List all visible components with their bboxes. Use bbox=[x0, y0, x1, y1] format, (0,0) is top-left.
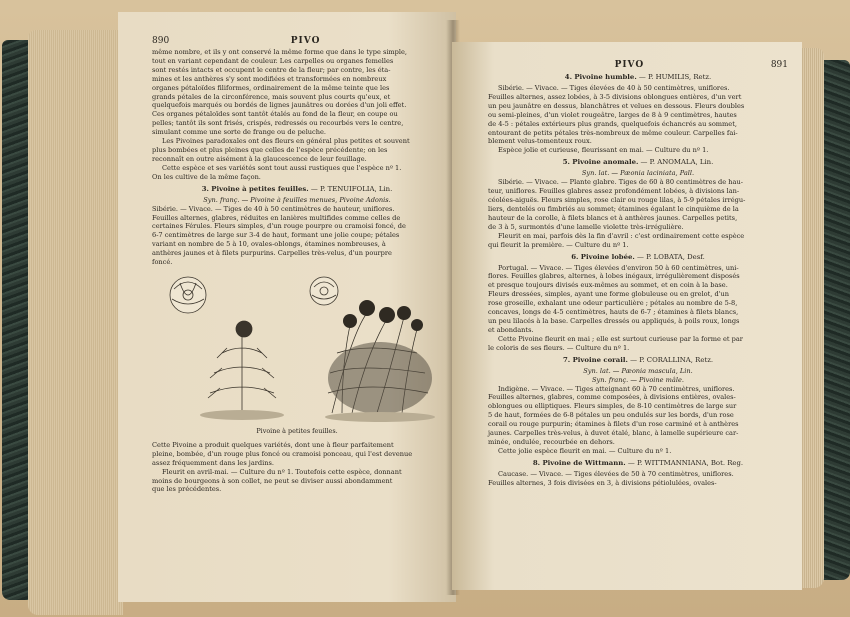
text-line: même nombre, et ils y ont conservé la même forme que dans le type simple, bbox=[152, 48, 408, 56]
text-line: Cette espèce et ses variétés sont tout aussi rustiques que l'espèce nº 1. bbox=[162, 163, 402, 172]
entry-title: 5. Pivoine anomale. — P. ANOMALA, Lin. bbox=[562, 158, 714, 167]
text-line: Fleurit en mai, parfois dès la fin d'avril : c'est ordinairement cette espèce bbox=[498, 231, 745, 240]
text-line: jaunes. Carpelles très-velus, à duvet étalé, blanc, à lamelle supérieure car- bbox=[488, 429, 739, 438]
text-line: Sibérie. — Vivace. — Tiges élevées de 40 à 50 centimètres, uniflores. bbox=[498, 84, 730, 92]
text-line: un peu jaunâtre en dessus, blanchâtres et velues en dessous. Fleurs doubles bbox=[488, 101, 745, 110]
peony-engraving bbox=[152, 273, 442, 425]
entry-description bbox=[152, 205, 442, 267]
entry-synonym: Syn. franç. — Pivoine mâle. bbox=[592, 375, 684, 384]
right-page bbox=[452, 42, 802, 590]
text-line: blement velus-tomenteux roux. bbox=[488, 137, 592, 146]
text-line: sont restés intacts et occupent le centre de la fleur; par contre, les éta- bbox=[152, 65, 391, 74]
left-page-header bbox=[152, 36, 442, 46]
entry-title: 4. Pivoine humble. — P. HUMILIS, Retz. bbox=[564, 73, 712, 81]
text-line: variant en nombre de 5 à 10, ovales-oblongs, étamines nombreuses, à bbox=[152, 240, 386, 249]
text-line: reconnaît en outre aisément à la glaucescence de leur feuillage. bbox=[152, 154, 367, 163]
text-line: mines et les anthères s'y sont modifiées et transformées en nombreux bbox=[152, 74, 387, 83]
text-line: Espèce jolie et curieuse, fleurissant en mai. — Culture du nº 1. bbox=[498, 146, 709, 155]
text-line: liers, dentelés ou fimbriés au sommet; étamines égalant le cinquième de la bbox=[488, 204, 739, 213]
text-line: corail ou rouge purpurin; étamines à filets d'un rose carminé et à anthères bbox=[488, 420, 739, 429]
text-line: Sibérie. — Vivace. — Tiges de 40 à 50 centimètres de hauteur, uniflores. bbox=[152, 204, 395, 213]
text-line: anthères jaunes et à filets purpurins. Carpelles très-velus, d'un pourpre bbox=[152, 249, 392, 258]
entry-title: 8. Pivoine de Wittmann. — P. WITTMANNIANA, Bot. Reg. bbox=[532, 458, 744, 467]
text-line: concaves, longs de 4-5 centimètres, hauts de 6-7 ; étamines à filets blancs, bbox=[488, 308, 739, 317]
text-line: un peu lilacés à la base. Carpelles dressés ou appliqués, à poils roux, longs bbox=[488, 316, 740, 325]
figure-caption: Pivoine à petites feuilles. bbox=[256, 426, 338, 435]
left-running-head: PIVO bbox=[290, 36, 321, 46]
left-after-text bbox=[152, 441, 442, 494]
text-line: foncé. bbox=[152, 258, 173, 267]
text-line: Feuilles alternes, 3 fois divisées en 3, à divisions pétiolulées, ovales- bbox=[488, 478, 717, 487]
text-line: Feuilles alternes, assez lobées, à 3-5 divisions oblongues entières, d'un vert bbox=[488, 92, 742, 101]
text-line: grands pétales de la circonférence, mais souvent plus courts qu'eux, et bbox=[152, 92, 391, 101]
text-line: Fleurit en avril-mai. — Culture du nº 1. Toutefois cette espèce, donnant bbox=[162, 467, 402, 476]
entry-title: 6. Pivoine lobée. — P. LOBATA, Desf. bbox=[571, 252, 705, 261]
text-line: Indigène. — Vivace. — Tiges atteignant 60 à 70 centimètres, uniflores. bbox=[498, 384, 735, 393]
text-line: de 4-5 : pétales extérieurs plus grands, quelquefois échancrés au sommet, bbox=[488, 119, 737, 128]
text-line: et abondants. bbox=[488, 325, 534, 334]
text-line: Ces organes pétaloïdes sont tantôt étalés au fond de la fleur, en coupe ou bbox=[152, 110, 398, 119]
entry-synonym: Syn. franç. — Pivoine à feuilles menues, Pivoine Adonis. bbox=[203, 195, 391, 204]
entry-title: 3. Pivoine à petites feuilles. — P. TENUIFOLIA, Lin. bbox=[201, 184, 393, 193]
right-entries bbox=[488, 72, 788, 488]
text-line: entourant de petits pétales très-nombreux de même couleur. Carpelles fai- bbox=[488, 128, 738, 137]
text-line: flores. Feuilles glabres, alternes, à lobes inégaux, irrégulièrement disposés bbox=[488, 272, 740, 281]
right-page-header bbox=[488, 60, 788, 70]
text-line: que les précédentes. bbox=[152, 485, 222, 494]
left-page-number: 890 bbox=[152, 36, 170, 46]
left-intro-text bbox=[152, 48, 442, 182]
left-page bbox=[118, 12, 456, 602]
right-page-number: 891 bbox=[770, 60, 788, 70]
text-line: Les Pivoines paradoxales ont des fleurs en général plus petites et souvent bbox=[162, 137, 410, 146]
text-line: simulant comme une sorte de frange ou de peluche. bbox=[152, 128, 326, 137]
text-line: pelles; tantôt ils sont frisés, crispés, redressés ou recourbés vers le centre, bbox=[152, 119, 404, 128]
text-line: hauteur de la corolle, à filets blancs et à anthères jaunes. Carpelles petits, bbox=[488, 213, 738, 222]
text-line: Portugal. — Vivace. — Tiges élevées d'environ 50 à 60 centimètres, uni- bbox=[498, 263, 739, 272]
text-line: céolées-aiguës. Fleurs simples, rose clair ou rouge lilas, à 5-9 pétales irrégu- bbox=[488, 196, 746, 205]
text-line: et presque toujours divisés eux-mêmes au sommet, et en coin à la base. bbox=[488, 281, 728, 290]
text-line: assez fréquemment dans les jardins. bbox=[152, 458, 274, 467]
text-line: qui fleurit la première. — Culture du nº 1. bbox=[488, 240, 629, 249]
entry-synonym: Syn. lat. — Pæonia mascula, Lin. bbox=[583, 366, 693, 375]
text-line: Cette Pivoine fleurit en mai ; elle est surtout curieuse par la forme et par bbox=[498, 334, 743, 343]
text-line: rose groseille, exhalant une odeur particulière ; pétales au nombre de 5-8, bbox=[488, 299, 738, 308]
text-line: de 3 à 5, surmontés d'une lamelle violette très-irrégulière. bbox=[488, 222, 684, 231]
text-line: le coloris de ses fleurs. — Culture du nº 1. bbox=[488, 343, 630, 352]
text-line: plus bombées et plus pleines que celles de l'espèce précédente; on les bbox=[152, 145, 388, 154]
text-line: Cette Pivoine a produit quelques variétés, dont une à fleur parfaitement bbox=[152, 440, 394, 449]
text-line: quelquefois marqués ou bordés de lignes jaunâtres ou dorées d'un joli effet. bbox=[152, 101, 407, 110]
text-line: Feuilles alternes, glabres, comme composées, à divisions entières, ovales- bbox=[488, 393, 736, 402]
text-line: Fleurs dressées, simples, ayant une forme globuleuse ou en grelot, d'un bbox=[488, 290, 730, 299]
text-line: certaines Férules. Fleurs simples, d'un rouge pourpre ou cramoisi foncé, de bbox=[152, 222, 406, 231]
text-line: organes pétaloïdes filiformes, ordinairement de la même teinte que les bbox=[152, 83, 390, 92]
text-line: Feuilles alternes, glabres, réduites en lanières multifides comme celles de bbox=[152, 213, 401, 222]
text-line: moins de bourgeons à son collet, ne peut se diviser aussi abondamment bbox=[152, 476, 393, 485]
page-edges-left bbox=[28, 30, 123, 615]
text-line: On les cultive de la même façon. bbox=[152, 172, 261, 181]
entry-synonym: Syn. lat. — Pæonia laciniata, Pall. bbox=[581, 169, 695, 178]
text-line: ou semi-pleines, d'un violet rougeâtre, larges de 8 à 9 centimètres, hautes bbox=[488, 110, 737, 119]
text-line: Cette jolie espèce fleurit en mai. — Culture du nº 1. bbox=[498, 446, 672, 455]
text-line: minée, ondulée, recourbée en dehors. bbox=[488, 438, 615, 446]
text-line: tout en variant cependant de couleur. Les carpelles ou organes femelles bbox=[152, 56, 394, 65]
text-line: oblongues ou elliptiques. Fleurs simples, de 8-10 centimètres de large sur bbox=[488, 402, 737, 411]
text-line: Sibérie. — Vivace. — Plante glabre. Tiges de 60 à 80 centimètres de hau- bbox=[498, 178, 743, 187]
text-line: 5 de haut, formées de 6-8 pétales un peu ondulés sur les bords, d'un rose bbox=[488, 411, 734, 420]
text-line: Caucase. — Vivace. — Tiges élevées de 50 à 70 centimètres, uniflores. bbox=[498, 469, 734, 478]
entry-title: 7. Pivoine corail. — P. CORALLINA, Retz. bbox=[562, 355, 714, 364]
text-line: 6-7 centimètres de large sur 3-4 de haut, formant une jolie coupe; pétales bbox=[152, 231, 400, 240]
text-line: pleine, bombée, d'un rouge plus foncé ou cramoisi ponceau, qui l'est devenue bbox=[152, 449, 413, 458]
right-running-head: PIVO bbox=[614, 60, 645, 70]
text-line: teur, uniflores. Feuilles glabres assez profondément lobées, à divisions lan- bbox=[488, 187, 740, 196]
book-cover-right bbox=[822, 60, 850, 580]
